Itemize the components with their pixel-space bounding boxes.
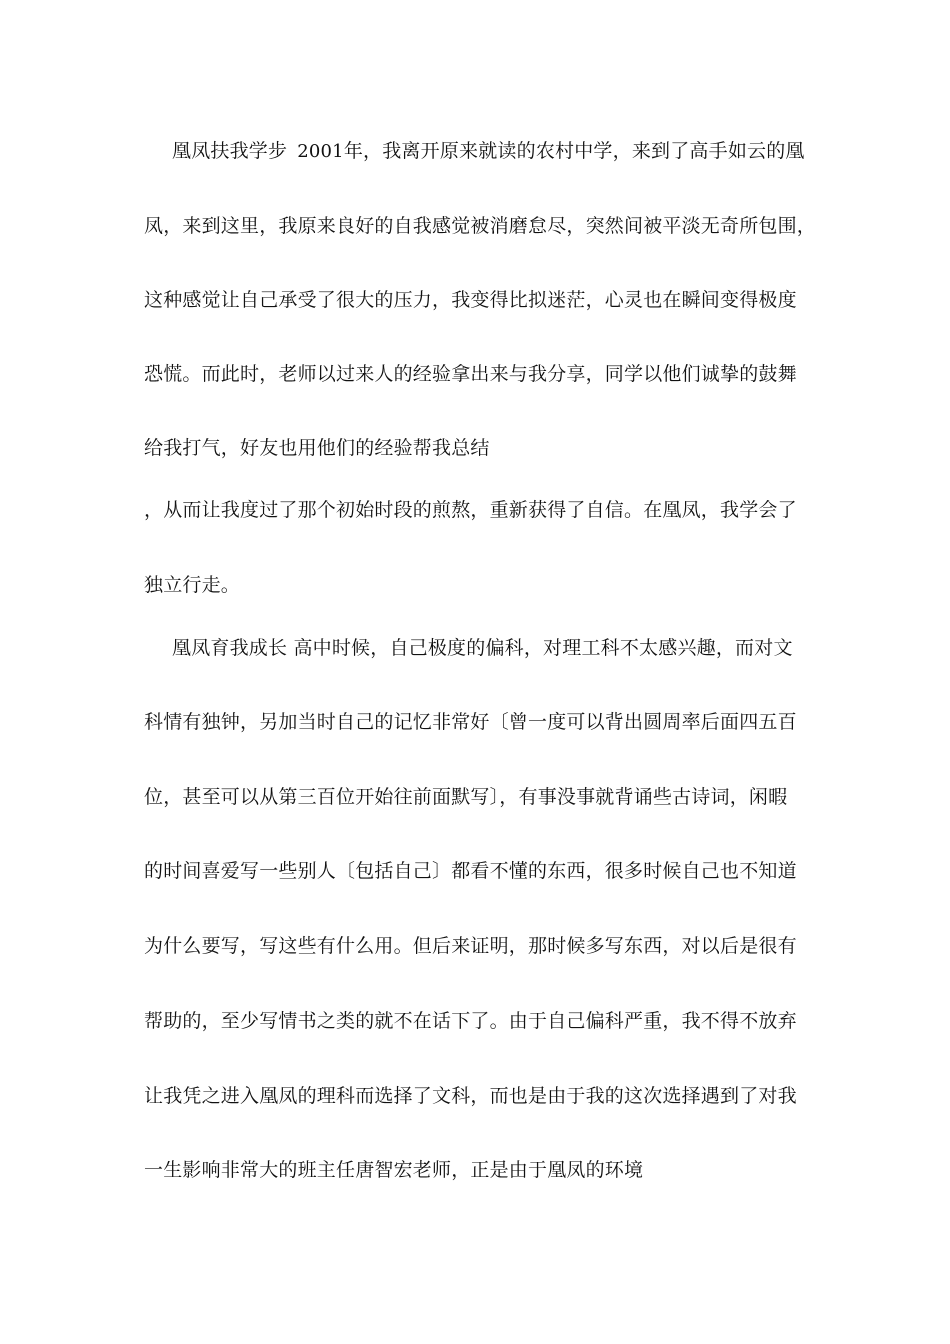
paragraph-2-line-6: 帮助的，至少写情书之类的就不在话下了。由于自己偏科严重，我不得不放弃 [144,1010,797,1032]
paragraph-2-line-7: 让我凭之进入凰凤的理科而选择了文科，而也是由于我的这次选择遇到了对我 [144,1085,797,1107]
paragraph-1-line-6: ，从而让我度过了那个初始时段的煎熬，重新获得了自信。在凰凤，我学会了 [144,499,797,521]
paragraph-1-line-4: 恐慌。而此时，老师以过来人的经验拿出来与我分享，同学以他们诚挚的鼓舞 [144,363,797,385]
paragraph-2-line-3: 位，甚至可以从第三百位开始往前面默写〕，有事没事就背诵些古诗词，闲暇 [144,786,788,808]
year-text: 2001 [297,141,344,162]
paragraph-1-line-7: 独立行走。 [144,574,241,596]
paragraph-1-line-2: 凤，来到这里，我原来良好的自我感觉被消磨怠尽，突然间被平淡无奇所包围， [144,215,817,237]
paragraph-2-line-8: 一生影响非常大的班主任唐智宏老师，正是由于凰凤的环境 [144,1159,644,1181]
paragraph-2-line-4: 的时间喜爱写一些别人〔包括自己〕都看不懂的东西，很多时候自己也不知道 [144,860,797,882]
section-heading-1: 凰凤扶我学步 [172,140,288,162]
paragraph-2-line-1: 凰凤育我成长 高中时候，自己极度的偏科，对理工科不太感兴趣，而对文 [172,637,793,659]
paragraph-1-line-1-text: 年，我离开原来就读的农村中学，来到了高手如云的凰 [343,140,805,162]
paragraph-1-line-1 [172,137,852,166]
paragraph-2-line-2: 科情有独钟，另加当时自己的记忆非常好〔曾一度可以背出圆周率后面四五百 [144,711,797,733]
paragraph-2-line-5: 为什么要写，写这些有什么用。但后来证明，那时候多写东西，对以后是很有 [144,935,797,957]
paragraph-1-line-3: 这种感觉让自己承受了很大的压力，我变得比拟迷茫，心灵也在瞬间变得极度 [144,289,797,311]
paragraph-1-line-5: 给我打气，好友也用他们的经验帮我总结 [144,437,490,459]
